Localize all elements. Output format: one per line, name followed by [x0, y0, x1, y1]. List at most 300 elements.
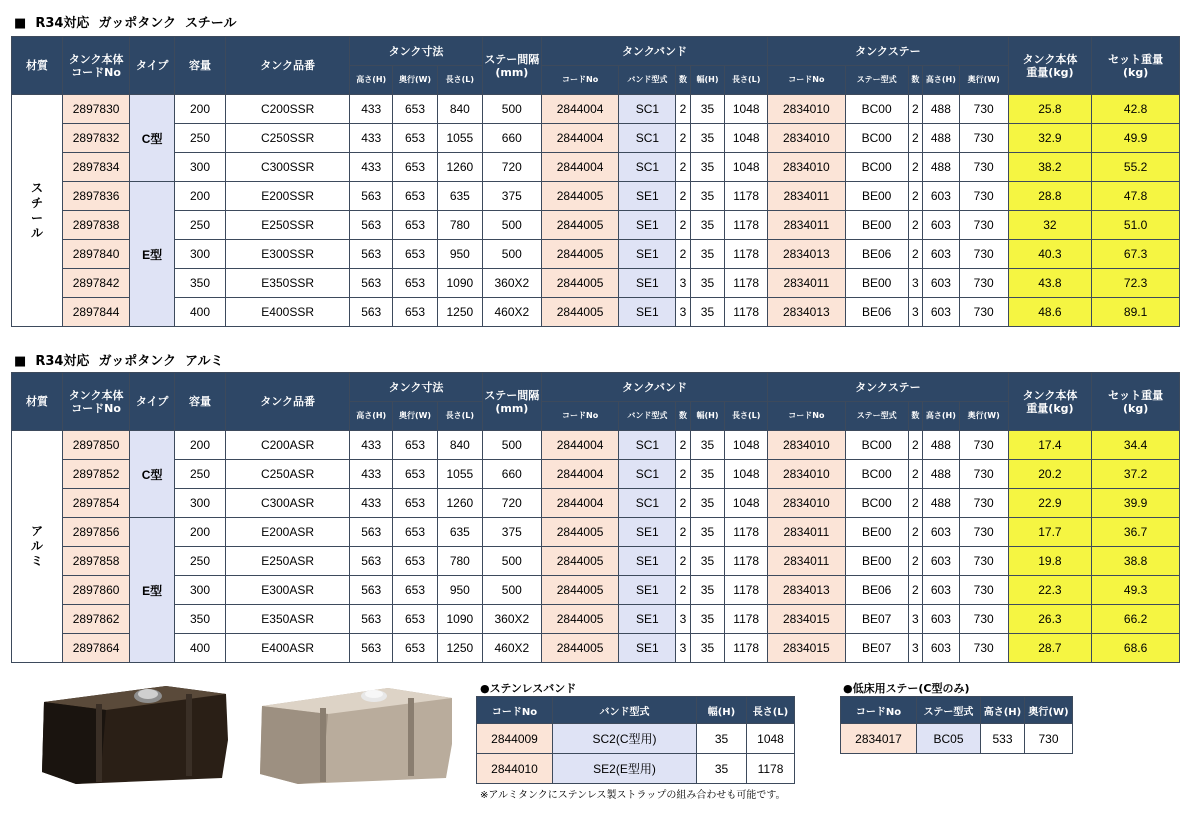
height-cell: 563 — [350, 518, 393, 547]
material-char: チ — [30, 195, 43, 210]
body-code-cell: 2897860 — [62, 576, 129, 605]
band-model-cell: SE1 — [619, 547, 676, 576]
stay-depth-cell: 730 — [959, 634, 1008, 663]
header-height — [350, 402, 393, 431]
stay-gap-cell: 375 — [482, 518, 541, 547]
header-band-qty-label: 数 — [679, 411, 688, 420]
header-type-label: タイプ — [135, 395, 169, 408]
set-weight-cell: 49.9 — [1092, 124, 1180, 153]
height-cell: 433 — [350, 489, 393, 518]
stay-gap-cell: 460X2 — [482, 298, 541, 327]
spec-table — [11, 372, 1180, 663]
length-cell: 1250 — [437, 634, 482, 663]
height-cell: 563 — [350, 240, 393, 269]
header-body-weight — [1008, 373, 1092, 431]
stay-gap-cell: 500 — [482, 240, 541, 269]
body-code-cell: 2897858 — [62, 547, 129, 576]
stay-qty-cell: 2 — [908, 489, 922, 518]
body-code-cell: 2897838 — [62, 211, 129, 240]
stay-code-cell: 2834011 — [768, 547, 845, 576]
band-code-cell: 2844005 — [541, 547, 618, 576]
stay-model-cell: BC00 — [845, 153, 908, 182]
section-title: ■ R34対応 ガッポタンク スチール — [14, 16, 237, 31]
material-char: ル — [30, 225, 43, 240]
height-cell: 433 — [350, 460, 393, 489]
height-cell: 563 — [350, 211, 393, 240]
stay-code-cell: 2834015 — [768, 605, 845, 634]
header-stay-model-label: ステー型式 — [856, 411, 897, 420]
length-cell: 780 — [437, 211, 482, 240]
material-char: ス — [30, 180, 43, 195]
band-code-cell: 2844005 — [541, 269, 618, 298]
body-weight-cell: 48.6 — [1008, 298, 1092, 327]
table-row — [12, 182, 1180, 211]
body-code-cell: 2897856 — [62, 518, 129, 547]
stainless-width: 35 — [697, 754, 747, 784]
band-code-cell: 2844005 — [541, 211, 618, 240]
body-weight-cell: 43.8 — [1008, 269, 1092, 298]
aluminum-tank-photo — [256, 680, 456, 785]
band-length-cell: 1178 — [725, 518, 768, 547]
capacity-cell: 250 — [175, 547, 226, 576]
stay-code-cell: 2834015 — [768, 634, 845, 663]
header-stay-code-label: コードNo — [788, 75, 825, 84]
band-length-cell: 1048 — [725, 95, 768, 124]
band-qty-cell: 3 — [676, 634, 690, 663]
header-band-label: タンクバンド — [621, 380, 688, 394]
stay-gap-cell: 660 — [482, 460, 541, 489]
header-material-label: 材質 — [25, 59, 48, 72]
header-set-weight-label: (kg) — [1122, 401, 1149, 415]
lowfloor-header-height: 高さ(H) — [981, 697, 1025, 724]
capacity-cell: 350 — [175, 269, 226, 298]
set-weight-cell: 72.3 — [1092, 269, 1180, 298]
stay-gap-cell: 500 — [482, 547, 541, 576]
height-cell: 563 — [350, 605, 393, 634]
capacity-cell: 200 — [175, 95, 226, 124]
header-body-code — [62, 37, 129, 95]
header-body-weight-label: 重量(kg) — [1026, 65, 1074, 79]
header-band-model-label: バンド型式 — [627, 411, 668, 420]
band-qty-cell: 2 — [676, 240, 690, 269]
depth-cell: 653 — [393, 460, 438, 489]
band-width-cell: 35 — [690, 605, 725, 634]
depth-cell: 653 — [393, 431, 438, 460]
stay-qty-cell: 2 — [908, 460, 922, 489]
depth-cell: 653 — [393, 240, 438, 269]
part-no-cell: E200ASR — [225, 518, 349, 547]
length-cell: 1090 — [437, 269, 482, 298]
height-cell: 433 — [350, 431, 393, 460]
header-body-weight-label: 重量(kg) — [1026, 401, 1074, 415]
set-weight-cell: 34.4 — [1092, 431, 1180, 460]
table-row — [12, 489, 1180, 518]
type-label: E型 — [130, 518, 175, 663]
body-code-cell: 2897844 — [62, 298, 129, 327]
body-weight-cell: 22.3 — [1008, 576, 1092, 605]
stay-height-cell: 488 — [923, 95, 960, 124]
header-band-length — [725, 66, 768, 95]
stay-code-cell: 2834010 — [768, 431, 845, 460]
header-band-model-label: バンド型式 — [627, 75, 668, 84]
length-cell: 1055 — [437, 124, 482, 153]
stay-depth-cell: 730 — [959, 211, 1008, 240]
header-length — [437, 402, 482, 431]
body-code-cell: 2897836 — [62, 182, 129, 211]
band-model-cell: SC1 — [619, 124, 676, 153]
lowfloor-stay-model: BC05 — [917, 724, 981, 754]
band-width-cell: 35 — [690, 298, 725, 327]
band-qty-cell: 2 — [676, 547, 690, 576]
capacity-cell: 200 — [175, 182, 226, 211]
table-row — [477, 754, 795, 784]
stay-gap-cell: 500 — [482, 576, 541, 605]
stay-depth-cell: 730 — [959, 547, 1008, 576]
header-set-weight-label: セット重量 — [1108, 388, 1164, 402]
stay-depth-cell: 730 — [959, 269, 1008, 298]
header-dims — [350, 373, 482, 402]
stay-qty-cell: 2 — [908, 547, 922, 576]
stainless-header-code: コードNo — [477, 697, 553, 724]
height-cell: 563 — [350, 269, 393, 298]
header-capacity-label: 容量 — [189, 59, 211, 72]
capacity-cell: 350 — [175, 605, 226, 634]
body-weight-cell: 22.9 — [1008, 489, 1092, 518]
header-band-code-label: コードNo — [562, 75, 599, 84]
header-set-weight — [1092, 37, 1180, 95]
header-stay-height-label: 高さ(H) — [925, 75, 956, 84]
band-width-cell: 35 — [690, 489, 725, 518]
stay-depth-cell: 730 — [959, 518, 1008, 547]
height-cell: 433 — [350, 124, 393, 153]
stay-depth-cell: 730 — [959, 489, 1008, 518]
table-row — [12, 124, 1180, 153]
body-weight-cell: 28.8 — [1008, 182, 1092, 211]
set-weight-cell: 37.2 — [1092, 460, 1180, 489]
band-qty-cell: 2 — [676, 124, 690, 153]
band-length-cell: 1048 — [725, 124, 768, 153]
stay-depth-cell: 730 — [959, 605, 1008, 634]
header-part-no-label: タンク品番 — [260, 59, 316, 72]
header-stay-depth-label: 奥行(W) — [967, 75, 1000, 84]
band-code-cell: 2844004 — [541, 460, 618, 489]
header-dims-label: タンク寸法 — [388, 44, 444, 58]
band-code-cell: 2844005 — [541, 182, 618, 211]
stay-depth-cell: 730 — [959, 124, 1008, 153]
header-stay-code — [768, 402, 845, 431]
stainless-band-caption: ●ステンレスバンド — [480, 682, 577, 695]
stainless-width: 35 — [697, 724, 747, 754]
body-code-cell: 2897830 — [62, 95, 129, 124]
height-cell: 563 — [350, 634, 393, 663]
part-no-cell: C200SSR — [225, 95, 349, 124]
set-weight-cell: 47.8 — [1092, 182, 1180, 211]
type-label: C型 — [130, 95, 175, 182]
depth-cell: 653 — [393, 518, 438, 547]
band-model-cell: SE1 — [619, 605, 676, 634]
depth-cell: 653 — [393, 489, 438, 518]
body-code-cell: 2897832 — [62, 124, 129, 153]
header-body-code-label: コードNo — [71, 65, 121, 79]
header-stay-qty-label: 数 — [911, 75, 920, 84]
length-cell: 780 — [437, 547, 482, 576]
stay-height-cell: 488 — [923, 431, 960, 460]
body-code-cell: 2897842 — [62, 269, 129, 298]
header-stay-height-label: 高さ(H) — [925, 411, 956, 420]
stainless-header-length: 長さ(L) — [747, 697, 795, 724]
stay-qty-cell: 2 — [908, 95, 922, 124]
band-qty-cell: 2 — [676, 153, 690, 182]
band-length-cell: 1178 — [725, 182, 768, 211]
part-no-cell: E350SSR — [225, 269, 349, 298]
set-weight-cell: 66.2 — [1092, 605, 1180, 634]
stay-model-cell: BE06 — [845, 298, 908, 327]
stay-height-cell: 603 — [923, 576, 960, 605]
length-cell: 635 — [437, 518, 482, 547]
body-code-cell: 2897834 — [62, 153, 129, 182]
stay-depth-cell: 730 — [959, 431, 1008, 460]
band-qty-cell: 2 — [676, 182, 690, 211]
stay-model-cell: BC00 — [845, 431, 908, 460]
header-body-weight — [1008, 37, 1092, 95]
stay-depth-cell: 730 — [959, 460, 1008, 489]
band-width-cell: 35 — [690, 182, 725, 211]
body-weight-cell: 25.8 — [1008, 95, 1092, 124]
band-width-cell: 35 — [690, 431, 725, 460]
stainless-header-band-model: バンド型式 — [553, 697, 697, 724]
header-band-code — [541, 402, 618, 431]
band-width-cell: 35 — [690, 211, 725, 240]
band-length-cell: 1048 — [725, 153, 768, 182]
header-part-no — [225, 373, 349, 431]
band-width-cell: 35 — [690, 460, 725, 489]
body-code-cell: 2897852 — [62, 460, 129, 489]
table-row — [12, 605, 1180, 634]
band-qty-cell: 2 — [676, 576, 690, 605]
header-stay-model — [845, 402, 908, 431]
band-length-cell: 1048 — [725, 460, 768, 489]
header-band-code-label: コードNo — [562, 411, 599, 420]
band-qty-cell: 2 — [676, 518, 690, 547]
stainless-code: 2844009 — [477, 724, 553, 754]
band-width-cell: 35 — [690, 634, 725, 663]
stay-gap-cell: 360X2 — [482, 605, 541, 634]
band-code-cell: 2844005 — [541, 240, 618, 269]
header-capacity — [175, 37, 226, 95]
header-stay — [768, 37, 1009, 66]
header-type-label: タイプ — [135, 59, 169, 72]
header-band-length-label: 長さ(L) — [732, 411, 761, 420]
header-body-weight-label: タンク本体 — [1022, 52, 1078, 66]
stay-height-cell: 603 — [923, 634, 960, 663]
table-row — [12, 240, 1180, 269]
length-cell: 840 — [437, 95, 482, 124]
stainless-header-width: 幅(H) — [697, 697, 747, 724]
table-row — [12, 298, 1180, 327]
stay-depth-cell: 730 — [959, 240, 1008, 269]
header-set-weight — [1092, 373, 1180, 431]
material-label — [12, 431, 63, 663]
table-row — [841, 724, 1073, 754]
part-no-cell: C250SSR — [225, 124, 349, 153]
lowfloor-header-stay-model: ステー型式 — [917, 697, 981, 724]
body-weight-cell: 28.7 — [1008, 634, 1092, 663]
header-dims — [350, 37, 482, 66]
header-stay-depth-label: 奥行(W) — [967, 411, 1000, 420]
header-body-weight-label: タンク本体 — [1022, 388, 1078, 402]
set-weight-cell: 67.3 — [1092, 240, 1180, 269]
stay-gap-cell: 375 — [482, 182, 541, 211]
band-code-cell: 2844004 — [541, 431, 618, 460]
stay-height-cell: 488 — [923, 489, 960, 518]
stay-model-cell: BC00 — [845, 95, 908, 124]
height-cell: 433 — [350, 153, 393, 182]
header-depth-label: 奥行(W) — [398, 411, 432, 420]
band-length-cell: 1178 — [725, 547, 768, 576]
header-band-label: タンクバンド — [621, 44, 688, 58]
header-depth-label: 奥行(W) — [398, 75, 432, 84]
header-stay-code-label: コードNo — [788, 411, 825, 420]
body-code-cell: 2897840 — [62, 240, 129, 269]
stay-code-cell: 2834013 — [768, 576, 845, 605]
body-weight-cell: 26.3 — [1008, 605, 1092, 634]
part-no-cell: E400ASR — [225, 634, 349, 663]
band-qty-cell: 2 — [676, 460, 690, 489]
body-weight-cell: 40.3 — [1008, 240, 1092, 269]
height-cell: 563 — [350, 547, 393, 576]
band-model-cell: SC1 — [619, 95, 676, 124]
set-weight-cell: 55.2 — [1092, 153, 1180, 182]
stay-code-cell: 2834011 — [768, 182, 845, 211]
header-stay-height — [923, 402, 960, 431]
header-stay-gap-label: (mm) — [495, 401, 529, 415]
body-code-cell: 2897862 — [62, 605, 129, 634]
depth-cell: 653 — [393, 211, 438, 240]
header-type — [130, 373, 175, 431]
band-width-cell: 35 — [690, 153, 725, 182]
header-height — [350, 66, 393, 95]
header-material-label: 材質 — [25, 395, 48, 408]
stay-code-cell: 2834010 — [768, 95, 845, 124]
part-no-cell: C200ASR — [225, 431, 349, 460]
table-row — [12, 460, 1180, 489]
band-width-cell: 35 — [690, 124, 725, 153]
stainless-band-model: SC2(C型用) — [553, 724, 697, 754]
header-stay-qty — [908, 66, 922, 95]
header-stay-model-label: ステー型式 — [856, 75, 897, 84]
stay-height-cell: 603 — [923, 605, 960, 634]
stay-gap-cell: 720 — [482, 153, 541, 182]
band-model-cell: SE1 — [619, 298, 676, 327]
set-weight-cell: 89.1 — [1092, 298, 1180, 327]
header-stay — [768, 373, 1009, 402]
capacity-cell: 200 — [175, 518, 226, 547]
body-weight-cell: 32 — [1008, 211, 1092, 240]
band-length-cell: 1178 — [725, 211, 768, 240]
stainless-band-model: SE2(E型用) — [553, 754, 697, 784]
stay-qty-cell: 2 — [908, 518, 922, 547]
depth-cell: 653 — [393, 124, 438, 153]
stay-gap-cell: 660 — [482, 124, 541, 153]
header-part-no-label: タンク品番 — [260, 395, 316, 408]
header-dims-label: タンク寸法 — [388, 380, 444, 394]
length-cell: 1260 — [437, 489, 482, 518]
stay-model-cell: BE00 — [845, 547, 908, 576]
band-width-cell: 35 — [690, 240, 725, 269]
header-stay-qty — [908, 402, 922, 431]
table-row — [12, 547, 1180, 576]
header-band-length-label: 長さ(L) — [732, 75, 761, 84]
body-code-cell: 2897850 — [62, 431, 129, 460]
band-length-cell: 1048 — [725, 431, 768, 460]
header-band-width — [690, 66, 725, 95]
depth-cell: 653 — [393, 182, 438, 211]
header-body-code-label: タンク本体 — [68, 388, 124, 402]
band-length-cell: 1178 — [725, 605, 768, 634]
band-model-cell: SE1 — [619, 211, 676, 240]
band-model-cell: SC1 — [619, 489, 676, 518]
header-body-code — [62, 373, 129, 431]
stay-height-cell: 603 — [923, 298, 960, 327]
header-depth — [393, 66, 438, 95]
band-qty-cell: 3 — [676, 605, 690, 634]
header-set-weight-label: セット重量 — [1108, 52, 1164, 66]
header-stay-gap-label: ステー間隔 — [484, 52, 540, 66]
stay-model-cell: BC00 — [845, 489, 908, 518]
band-code-cell: 2844005 — [541, 605, 618, 634]
band-code-cell: 2844005 — [541, 518, 618, 547]
stay-code-cell: 2834013 — [768, 240, 845, 269]
stay-model-cell: BE07 — [845, 634, 908, 663]
depth-cell: 653 — [393, 269, 438, 298]
header-band-qty — [676, 402, 690, 431]
band-qty-cell: 2 — [676, 95, 690, 124]
header-stay-gap — [482, 37, 541, 95]
steel-tank-photo — [36, 680, 232, 785]
band-code-cell: 2844004 — [541, 124, 618, 153]
band-model-cell: SE1 — [619, 518, 676, 547]
stainless-band-table — [476, 696, 795, 784]
header-material — [12, 37, 63, 95]
stay-code-cell: 2834010 — [768, 124, 845, 153]
part-no-cell: E350ASR — [225, 605, 349, 634]
part-no-cell: C250ASR — [225, 460, 349, 489]
capacity-cell: 400 — [175, 298, 226, 327]
stay-qty-cell: 3 — [908, 634, 922, 663]
header-length-label: 長さ(L) — [445, 75, 475, 84]
band-code-cell: 2844005 — [541, 298, 618, 327]
body-weight-cell: 17.4 — [1008, 431, 1092, 460]
lowfloor-code: 2834017 — [841, 724, 917, 754]
header-height-label: 高さ(H) — [356, 75, 387, 84]
stainless-length: 1048 — [747, 724, 795, 754]
table-row — [477, 724, 795, 754]
header-stay-gap — [482, 373, 541, 431]
band-code-cell: 2844004 — [541, 95, 618, 124]
part-no-cell: E400SSR — [225, 298, 349, 327]
stay-gap-cell: 500 — [482, 431, 541, 460]
header-band-model — [619, 402, 676, 431]
depth-cell: 653 — [393, 605, 438, 634]
stay-height-cell: 603 — [923, 240, 960, 269]
header-band-length — [725, 402, 768, 431]
body-weight-cell: 38.2 — [1008, 153, 1092, 182]
capacity-cell: 200 — [175, 431, 226, 460]
body-weight-cell: 20.2 — [1008, 460, 1092, 489]
stay-height-cell: 488 — [923, 153, 960, 182]
stay-qty-cell: 3 — [908, 269, 922, 298]
table-row — [12, 95, 1180, 124]
